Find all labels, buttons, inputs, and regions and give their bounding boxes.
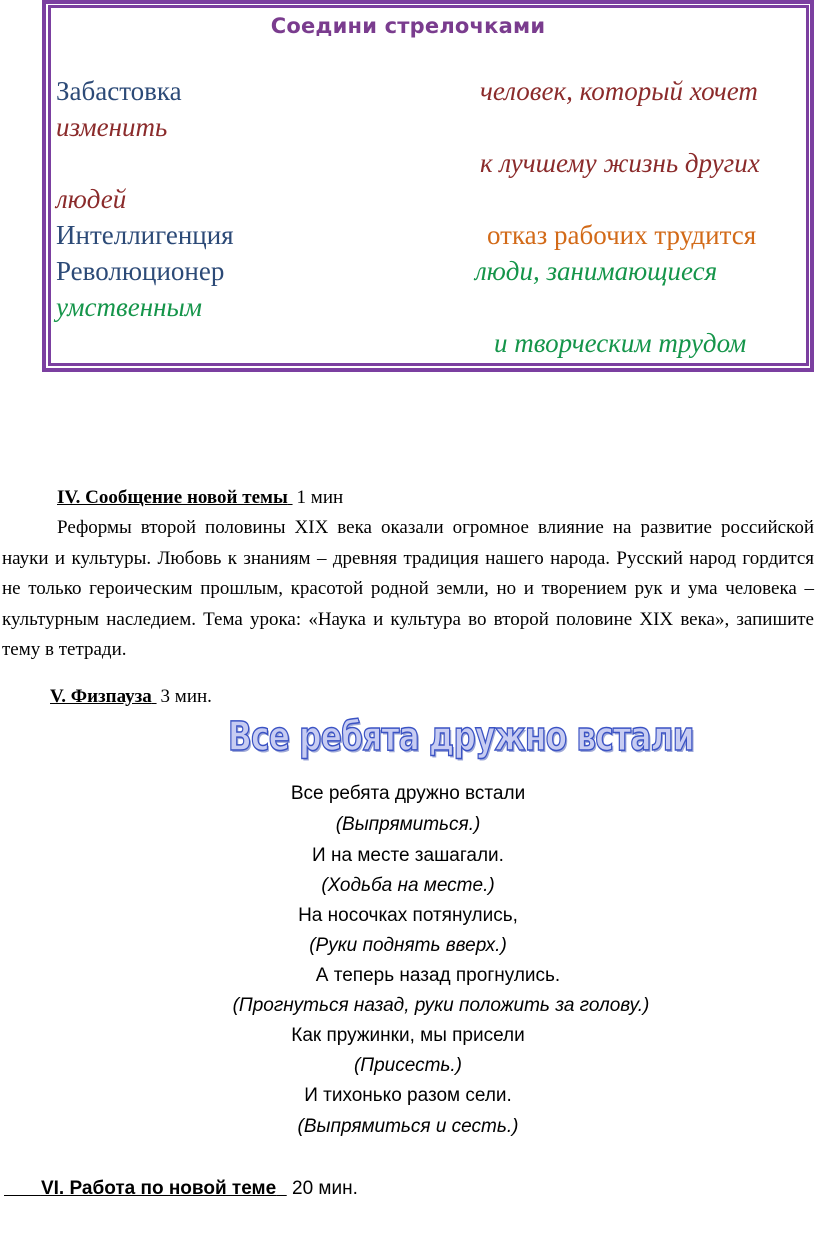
- poem-line: Как пружинки, мы присели: [291, 1025, 525, 1046]
- poem-instruction: (Прогнуться назад, руки положить за голову.): [232, 995, 650, 1016]
- poem-line: И тихонько разом сели.: [304, 1085, 512, 1106]
- term-intelligentsia: Интеллигенция: [56, 220, 234, 250]
- poem-line: На носочках потянулись,: [298, 905, 518, 926]
- section-4-heading: IV. Сообщение новой темы: [57, 487, 288, 508]
- definition-line: умственным: [56, 292, 203, 322]
- definition-line: изменить: [56, 112, 168, 142]
- definition-line: людей: [56, 184, 127, 214]
- definition-line: отказ рабочих трудится: [487, 220, 757, 250]
- definition-line: люди, занимающиеся: [475, 256, 718, 286]
- term-strike: Забастовка: [56, 76, 182, 106]
- poem-line: И на месте зашагали.: [312, 845, 504, 866]
- section-4-paragraph: Реформы второй половины XIX века оказали огромное влияние на развитие российской науки и культуры. Любовь к знаниям – древняя традиция нашего народа. Русский народ гордится не только героическим прошлым, красотой родной земли, но и творением рук и ума человека – культурным наследием. Тема урока: «Наука и культура во второй половине XIX века», запишите тему в тетради.: [2, 517, 814, 660]
- section-4-time: 1 мин: [296, 487, 344, 508]
- section-6-time: 20 мин.: [292, 1178, 358, 1199]
- term-revolutionary: Революционер: [56, 256, 225, 286]
- definition-line: человек, который хочет: [480, 76, 758, 106]
- poem-instruction: (Выпрямиться.): [335, 814, 481, 835]
- poem-line: Все ребята дружно встали: [290, 783, 526, 804]
- poem-instruction: (Ходьба на месте.): [321, 875, 495, 896]
- definition-line: к лучшему жизнь других: [480, 148, 760, 178]
- poem-line: А теперь назад прогнулись.: [315, 965, 561, 986]
- poem-instruction: (Руки поднять вверх.): [309, 935, 507, 956]
- section-5-heading: V. Физпауза: [50, 686, 152, 707]
- poem-instruction: (Присесть.): [353, 1055, 462, 1076]
- section-4-header: [57, 487, 343, 509]
- poem-instruction: (Выпрямиться и сесть.): [297, 1116, 519, 1137]
- section-6-heading: VI. Работа по новой теме: [40, 1178, 277, 1199]
- section-5-header: [50, 686, 212, 708]
- exercise-title: Соедини стрелочками: [270, 14, 546, 38]
- section-6-header: [4, 1178, 358, 1200]
- section-5-time: 3 мин.: [160, 686, 212, 707]
- wordart-title: Все ребята дружно встали: [228, 714, 694, 760]
- definition-line: и творческим трудом: [494, 328, 747, 358]
